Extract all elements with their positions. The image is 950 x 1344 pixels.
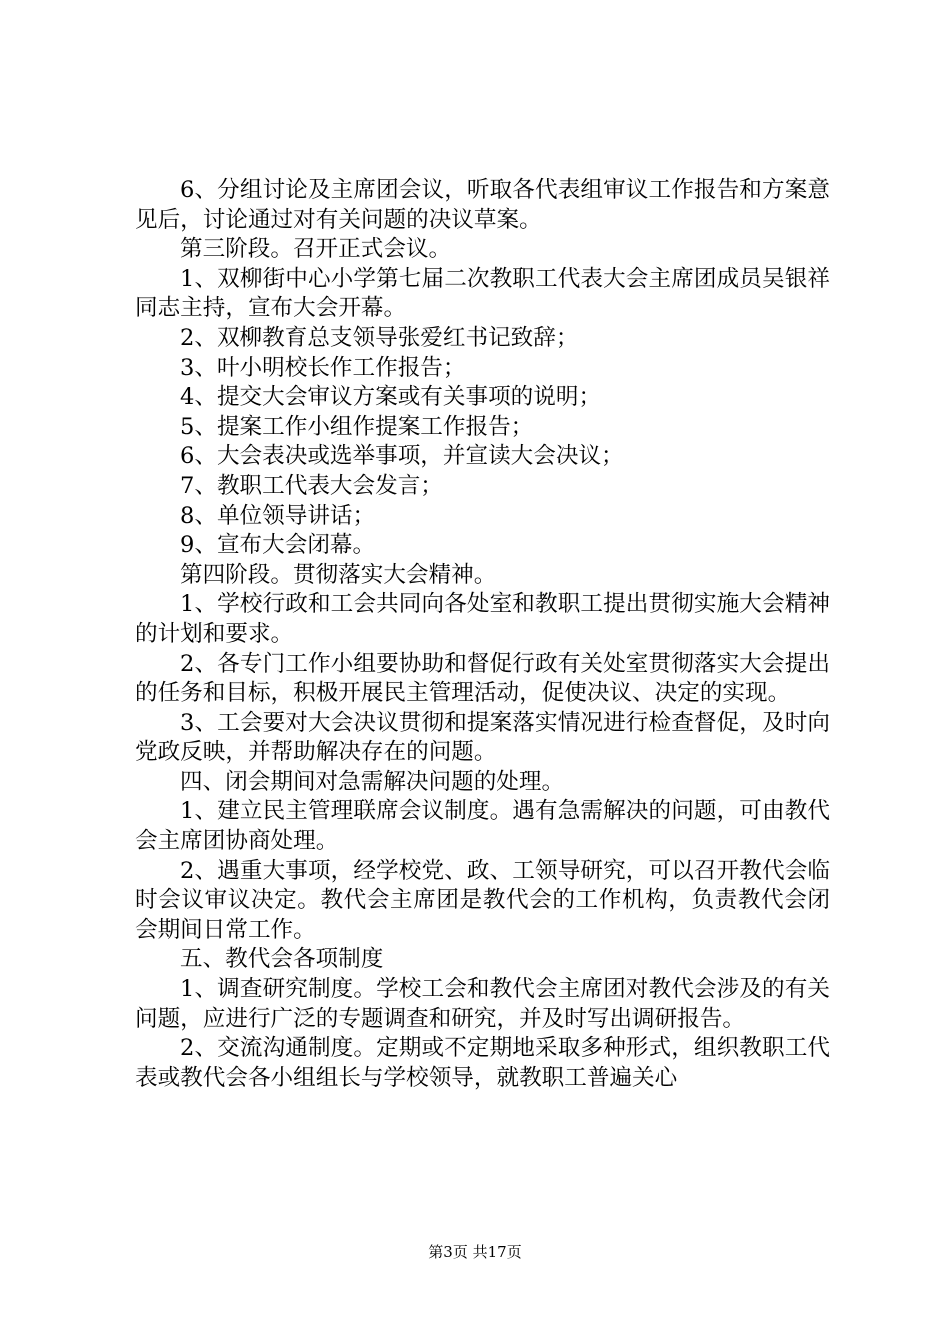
paragraph: 2、双柳教育总支领导张爱红书记致辞； [180,324,579,351]
section-heading: 第四阶段。贯彻落实大会精神。 [180,561,497,588]
paragraph: 9、宣布大会闭幕。 [180,532,376,559]
paragraph: 6、分组讨论及主席团会议，听取各代表组审议工作报告和方案意见后，讨论通过对有关问题的决议草案。 [135,177,830,233]
paragraph: 1、建立民主管理联席会议制度。遇有急需解决的问题，可由教代会主席团协商处理。 [135,798,830,855]
paragraph: 1、调查研究制度。学校工会和教代会主席团对教代会涉及的有关问题，应进行广泛的专题调查和研究，并及时写出调研报告。 [135,976,830,1032]
paragraph: 3、工会要对大会决议贯彻和提案落实情况进行检查督促，及时向党政反映，并帮助解决存在的问题。 [135,709,830,766]
paragraph: 4、提交大会审议方案或有关事项的说明； [180,384,602,411]
paragraph: 5、提案工作小组作提案工作报告； [180,413,534,440]
paragraph: 6、大会表决或选举事项，并宣读大会决议； [180,443,624,470]
document-body [135,176,830,1093]
paragraph: 2、交流沟通制度。定期或不定期地采取多种形式，组织教职工代表或教代会各小组组长与学校领导，就教职工普遍关心 [135,1035,830,1091]
section-heading: 四、闭会期间对急需解决问题的处理。 [180,768,565,795]
paragraph: 2、各专门工作小组要协助和督促行政有关处室贯彻落实大会提出的任务和目标，积极开展民主管理活动，促使决议、决定的实现。 [135,650,830,707]
section-heading: 第三阶段。召开正式会议。 [180,236,452,263]
page-footer [0,1242,950,1262]
page-number-label: 第3页 共17页 [428,1243,522,1261]
paragraph: 3、叶小明校长作工作报告； [180,354,466,381]
section-heading: 五、教代会各项制度 [180,946,384,973]
paragraph: 7、教职工代表大会发言； [180,472,443,499]
paragraph: 1、学校行政和工会共同向各处室和教职工提出贯彻实施大会精神的计划和要求。 [135,591,830,647]
paragraph: 1、双柳街中心小学第七届二次教职工代表大会主席团成员吴银祥同志主持，宣布大会开幕。 [135,265,830,322]
paragraph: 2、遇重大事项，经学校党、政、工领导研究，可以召开教代会临时会议审议决定。教代会主席团是教代会的工作机构，负责教代会闭会期间日常工作。 [135,857,830,943]
paragraph: 8、单位领导讲话； [180,502,376,529]
